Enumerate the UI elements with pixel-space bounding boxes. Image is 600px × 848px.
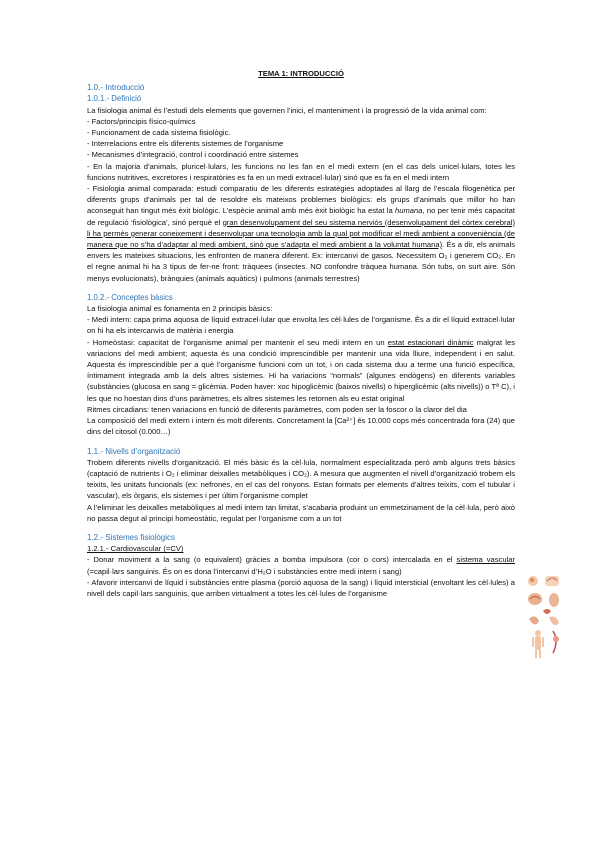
heading-conceptes-basics: 1.0.2.- Conceptes bàsics — [87, 292, 173, 302]
ritmes-paragraph: Ritmes circadians: tenen variacions en funció de diferents paràmetres, com poden ser la foscor o la claror del dia — [87, 404, 467, 414]
document-title: TEMA 1: INTRODUCCIÓ — [258, 69, 344, 78]
medi-intern-paragraph: - Medi intern: capa prima aquosa de líquid extracel·lular que envolta les cèl·lules de l’organisme. És a dir el líquid extracel·lular on hi ha els intercanvis de matèria i energia — [87, 315, 515, 336]
fisiologia-comparada-paragraph — [87, 183, 515, 284]
organization-levels-figure — [523, 573, 567, 659]
text-run: - Homeòstasi: capacitat de l’organisme animal per mantenir el seu medi intern en un — [87, 337, 388, 347]
list-item: - Factors/principis físico-químics — [87, 116, 196, 126]
heading-sistemes: 1.2.- Sistemes fisiològics — [87, 532, 176, 542]
heading-introduccio: 1.0.- Introducció — [87, 83, 145, 93]
definicio-paragraph: La fisiologia animal és l’estudi dels elements que governen l’inici, el manteniment i la progressió de la vida animal com: — [87, 105, 487, 115]
list-item: - Interrelacions entre els diferents sistemes de l’organisme — [87, 139, 284, 149]
underlined-text: estat estacionari dinàmic — [387, 337, 474, 347]
cv-paragraph-1 — [87, 554, 515, 576]
homeostasi-paragraph — [87, 337, 515, 404]
underlined-text: sistema vascular — [456, 555, 515, 565]
composicio-paragraph: La composició del medi extern i intern és molt diferents. Concretament la [Ca²⁺] és 10.000 cops més concentrada fora (24) que dins del citosol (0.000…) — [87, 416, 515, 437]
list-item: - En la majoria d’animals, pluricel·lulars, les funcions no les fan en el medi extern (en el cas dels unicel·lulars, totes les funcions nutritives, excretores i respiratòries es fa en un medi extracel·lular) sinó que es fa en el medi intern — [87, 161, 515, 182]
text-run: (=capil·lars sanguinis. És on es dona l’intercanvi d’H₂O i substàncies entre medi intern i sang) — [87, 566, 402, 576]
underlined-text: gran desenvolupament del seu sistema nerviós (desenvolupament del còrtex cerebral) li ha permès generar coneixement i desenvolupar una tecnologia amb la qual pot modificar el medi ambient a conveniència (de manera que no s’ha d’adaptar al medi ambient, sinó que s’adapta el medi ambient a la voluntat humana) — [87, 217, 515, 250]
text-run: - Fisiologia animal comparada: estudi comparatiu de les diferents estratègies adoptades al llarg de l’escala filogenètica per diferents grups d’animals per tal de resoldre els mateixos problemes biològics: els grups d’animals que millor ho han aconseguit han tingut més èxit biològic. L’espècie animal amb més èxit biològic ha estat la — [87, 184, 515, 216]
text-run: malgrat les variacions del medi ambient; aquesta és una condició imprescindible per mantenir una vida lliure, independent i en salut. Aquesta és imprescindible per a què l’organisme funcioni com un tot, i on cada sistema duu a terme una funció específica, íntimament integrada amb la dels altres sistemes. Hi ha variacions “normals” (algunes endògens) en diferents variables (substàncies (glucosa en sang = glicèmia. Poden haver: xoc hipoglicèmic (baixos nivells) o hiperglicèmic (alts nivells)) o Tª C), i les que no hoestan dins d’uns paràmetres, els altres sistemes les retornen als eu estat original — [87, 337, 515, 403]
text-run: - Donar moviment a la sang (o equivalent) gràcies a bomba impulsora (cor o cors) intercalada en el — [87, 555, 457, 565]
nivells-paragraph: Trobem diferents nivells d’organització. El més bàsic és la cèl·lula, normalment especialitzada però amb alguns trets bàsics (captació de nutrients i O₂ i eliminar deixalles metabòliques i CO₂). A mesura que augmenten el nivell d’organització trobem els teixits, les unitats funcionals (ex: nefrones, en el cas del ronyons. Estan formats per elements d’altres teixits, com el tubular i vascular), els òrgans, els sistemes i per últim l’organisme complet — [87, 457, 515, 501]
heading-nivells: 1.1.- Nivells d’organització — [87, 446, 181, 456]
list-item: - Funcionament de cada sistema fisiològic. — [87, 128, 231, 138]
heading-cardiovascular: 1.2.1.- Cardiovascular (=CV) — [87, 544, 184, 554]
italic-text: humana — [395, 206, 423, 216]
text-run: , no per tenir més capacitat de regulació ‘fisiològica’, sinó perquè el — [87, 206, 515, 227]
list-item: - Mecanismes d’integració, control i coordinació entre sistemes — [87, 150, 299, 160]
deixalles-paragraph: A l’eliminar les deixalles metabòliques al medi intern tan limitat, s’acabaria produint un emmetzinament de la cèl·lula, però això no passa degut al principi homeostàtic, regulat per l’organisme com a un tot — [87, 502, 515, 523]
conceptes-intro: La fisiologia animal es fonamenta en 2 principis bàsics: — [87, 304, 273, 314]
text-run: . És a dir, els animals envers les mateixes situacions, les enfronten de manera diferent. Ex: intercanvi de gasos. Necessitem O₂ i generem CO₂. En el regne animal hi ha 3 tipus de fer-ne front: tràquees (insectes. NO confondre tràquea humana. Són tubs, on surt aire. Són menys evolucionats), brànquies (animals aquàtics) i pulmons (animals terrestres) — [87, 240, 516, 283]
cv-paragraph-2: - Afavorir intercanvi de líquid i substàncies entre plasma (porció aquosa de la sang) i líquid intersticial (envoltant les cèl·lules) a nivell dels capil·lars sanguinis, que arriben virtualment a totes les cèl·lules de l’organisme — [87, 577, 515, 598]
document-page — [87, 68, 515, 599]
heading-definicio: 1.0.1.- Definició — [87, 94, 142, 104]
